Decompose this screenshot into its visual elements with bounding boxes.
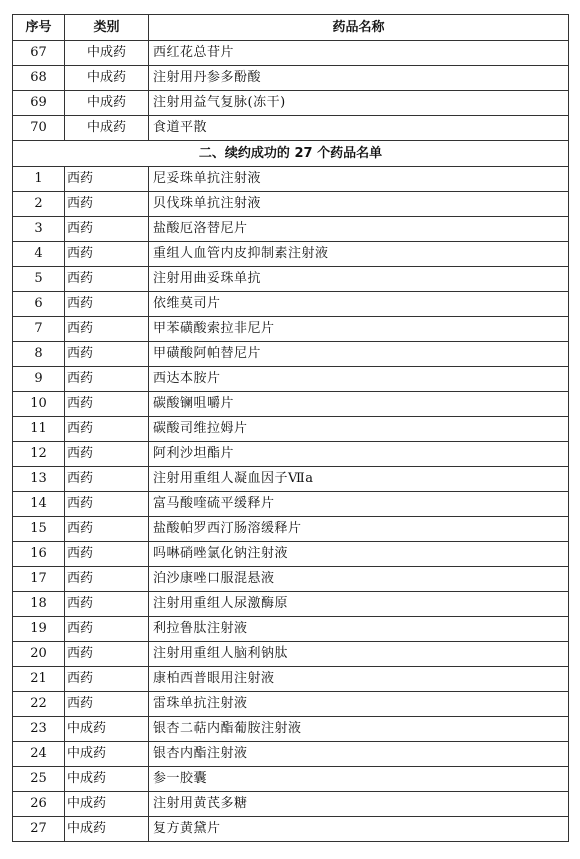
- row-drug-name: 碳酸镧咀嚼片: [149, 392, 569, 417]
- table-row: [13, 417, 569, 442]
- table-row: [13, 41, 569, 66]
- row-seq: 19: [13, 617, 65, 642]
- row-seq: 18: [13, 592, 65, 617]
- drug-table: [12, 14, 569, 842]
- row-seq: 69: [13, 91, 65, 116]
- table-row: [13, 467, 569, 492]
- row-category: 中成药: [65, 116, 149, 141]
- row-drug-name: 尼妥珠单抗注射液: [149, 167, 569, 192]
- row-seq: 67: [13, 41, 65, 66]
- row-drug-name: 参一胶囊: [149, 767, 569, 792]
- table-row: [13, 392, 569, 417]
- row-seq: 24: [13, 742, 65, 767]
- table-row: [13, 192, 569, 217]
- table-row: [13, 542, 569, 567]
- row-drug-name: 注射用重组人尿激酶原: [149, 592, 569, 617]
- row-category: 西药: [65, 342, 149, 367]
- table-row: [13, 767, 569, 792]
- row-category: 西药: [65, 242, 149, 267]
- table-row: [13, 116, 569, 141]
- table-row: [13, 492, 569, 517]
- row-seq: 2: [13, 192, 65, 217]
- header-seq: 序号: [13, 15, 65, 41]
- table-row: [13, 517, 569, 542]
- top-rows: [13, 41, 569, 141]
- row-drug-name: 注射用益气复脉(冻干): [149, 91, 569, 116]
- row-drug-name: 阿利沙坦酯片: [149, 442, 569, 467]
- section-block: [13, 141, 569, 167]
- row-drug-name: 吗啉硝唑氯化钠注射液: [149, 542, 569, 567]
- row-category: 西药: [65, 667, 149, 692]
- row-seq: 6: [13, 292, 65, 317]
- table-row: [13, 367, 569, 392]
- row-category: 中成药: [65, 41, 149, 66]
- row-category: 中成药: [65, 817, 149, 842]
- table-row: [13, 342, 569, 367]
- row-category: 西药: [65, 492, 149, 517]
- row-category: 西药: [65, 567, 149, 592]
- row-seq: 1: [13, 167, 65, 192]
- row-seq: 70: [13, 116, 65, 141]
- table-row: [13, 792, 569, 817]
- row-seq: 8: [13, 342, 65, 367]
- row-drug-name: 雷珠单抗注射液: [149, 692, 569, 717]
- row-category: 西药: [65, 692, 149, 717]
- table-row: [13, 717, 569, 742]
- row-seq: 12: [13, 442, 65, 467]
- table-row: [13, 442, 569, 467]
- row-seq: 9: [13, 367, 65, 392]
- row-category: 西药: [65, 417, 149, 442]
- table-row: [13, 642, 569, 667]
- row-drug-name: 银杏内酯注射液: [149, 742, 569, 767]
- section-title: 二、续约成功的 27 个药品名单: [13, 141, 569, 167]
- row-drug-name: 泊沙康唑口服混悬液: [149, 567, 569, 592]
- row-category: 西药: [65, 392, 149, 417]
- row-seq: 17: [13, 567, 65, 592]
- row-seq: 22: [13, 692, 65, 717]
- row-seq: 15: [13, 517, 65, 542]
- table-row: [13, 66, 569, 91]
- row-category: 西药: [65, 192, 149, 217]
- row-seq: 4: [13, 242, 65, 267]
- row-category: 中成药: [65, 742, 149, 767]
- row-seq: 7: [13, 317, 65, 342]
- row-category: 中成药: [65, 91, 149, 116]
- drug-list-document: [12, 14, 568, 842]
- table-row: [13, 167, 569, 192]
- renewed-rows: [13, 167, 569, 842]
- row-drug-name: 注射用丹参多酚酸: [149, 66, 569, 91]
- row-category: 西药: [65, 642, 149, 667]
- row-drug-name: 碳酸司维拉姆片: [149, 417, 569, 442]
- row-category: 中成药: [65, 717, 149, 742]
- row-category: 西药: [65, 167, 149, 192]
- row-drug-name: 甲苯磺酸索拉非尼片: [149, 317, 569, 342]
- row-drug-name: 注射用黄芪多糖: [149, 792, 569, 817]
- row-category: 西药: [65, 467, 149, 492]
- row-drug-name: 注射用曲妥珠单抗: [149, 267, 569, 292]
- row-seq: 27: [13, 817, 65, 842]
- row-drug-name: 食道平散: [149, 116, 569, 141]
- row-category: 西药: [65, 367, 149, 392]
- row-seq: 23: [13, 717, 65, 742]
- table-row: [13, 592, 569, 617]
- table-row: [13, 567, 569, 592]
- table-row: [13, 292, 569, 317]
- row-seq: 11: [13, 417, 65, 442]
- row-category: 西药: [65, 617, 149, 642]
- row-category: 西药: [65, 317, 149, 342]
- row-seq: 21: [13, 667, 65, 692]
- table-row: [13, 667, 569, 692]
- row-drug-name: 富马酸喹硫平缓释片: [149, 492, 569, 517]
- row-drug-name: 西红花总苷片: [149, 41, 569, 66]
- row-seq: 5: [13, 267, 65, 292]
- table-row: [13, 267, 569, 292]
- row-category: 西药: [65, 267, 149, 292]
- row-drug-name: 贝伐珠单抗注射液: [149, 192, 569, 217]
- row-category: 西药: [65, 542, 149, 567]
- row-category: 西药: [65, 517, 149, 542]
- table-row: [13, 317, 569, 342]
- row-drug-name: 利拉鲁肽注射液: [149, 617, 569, 642]
- table-row: [13, 692, 569, 717]
- row-category: 西药: [65, 292, 149, 317]
- row-drug-name: 甲磺酸阿帕替尼片: [149, 342, 569, 367]
- row-drug-name: 银杏二萜内酯葡胺注射液: [149, 717, 569, 742]
- table-row: [13, 91, 569, 116]
- row-category: 西药: [65, 592, 149, 617]
- table-row: [13, 742, 569, 767]
- row-seq: 3: [13, 217, 65, 242]
- row-drug-name: 康柏西普眼用注射液: [149, 667, 569, 692]
- table-row: [13, 817, 569, 842]
- row-seq: 16: [13, 542, 65, 567]
- row-seq: 14: [13, 492, 65, 517]
- row-drug-name: 盐酸帕罗西汀肠溶缓释片: [149, 517, 569, 542]
- row-seq: 20: [13, 642, 65, 667]
- row-drug-name: 西达本胺片: [149, 367, 569, 392]
- table-row: [13, 242, 569, 267]
- header-row: [13, 15, 569, 41]
- row-seq: 26: [13, 792, 65, 817]
- header-category: 类别: [65, 15, 149, 41]
- row-seq: 25: [13, 767, 65, 792]
- row-category: 中成药: [65, 792, 149, 817]
- table-row: [13, 217, 569, 242]
- header-name: 药品名称: [149, 15, 569, 41]
- row-category: 西药: [65, 217, 149, 242]
- row-drug-name: 复方黄黛片: [149, 817, 569, 842]
- section-row: [13, 141, 569, 167]
- row-seq: 10: [13, 392, 65, 417]
- row-seq: 68: [13, 66, 65, 91]
- row-drug-name: 注射用重组人凝血因子Ⅶa: [149, 467, 569, 492]
- row-drug-name: 盐酸厄洛替尼片: [149, 217, 569, 242]
- row-drug-name: 重组人血管内皮抑制素注射液: [149, 242, 569, 267]
- table-row: [13, 617, 569, 642]
- row-drug-name: 依维莫司片: [149, 292, 569, 317]
- row-category: 中成药: [65, 767, 149, 792]
- row-drug-name: 注射用重组人脑利钠肽: [149, 642, 569, 667]
- row-category: 西药: [65, 442, 149, 467]
- row-category: 中成药: [65, 66, 149, 91]
- row-seq: 13: [13, 467, 65, 492]
